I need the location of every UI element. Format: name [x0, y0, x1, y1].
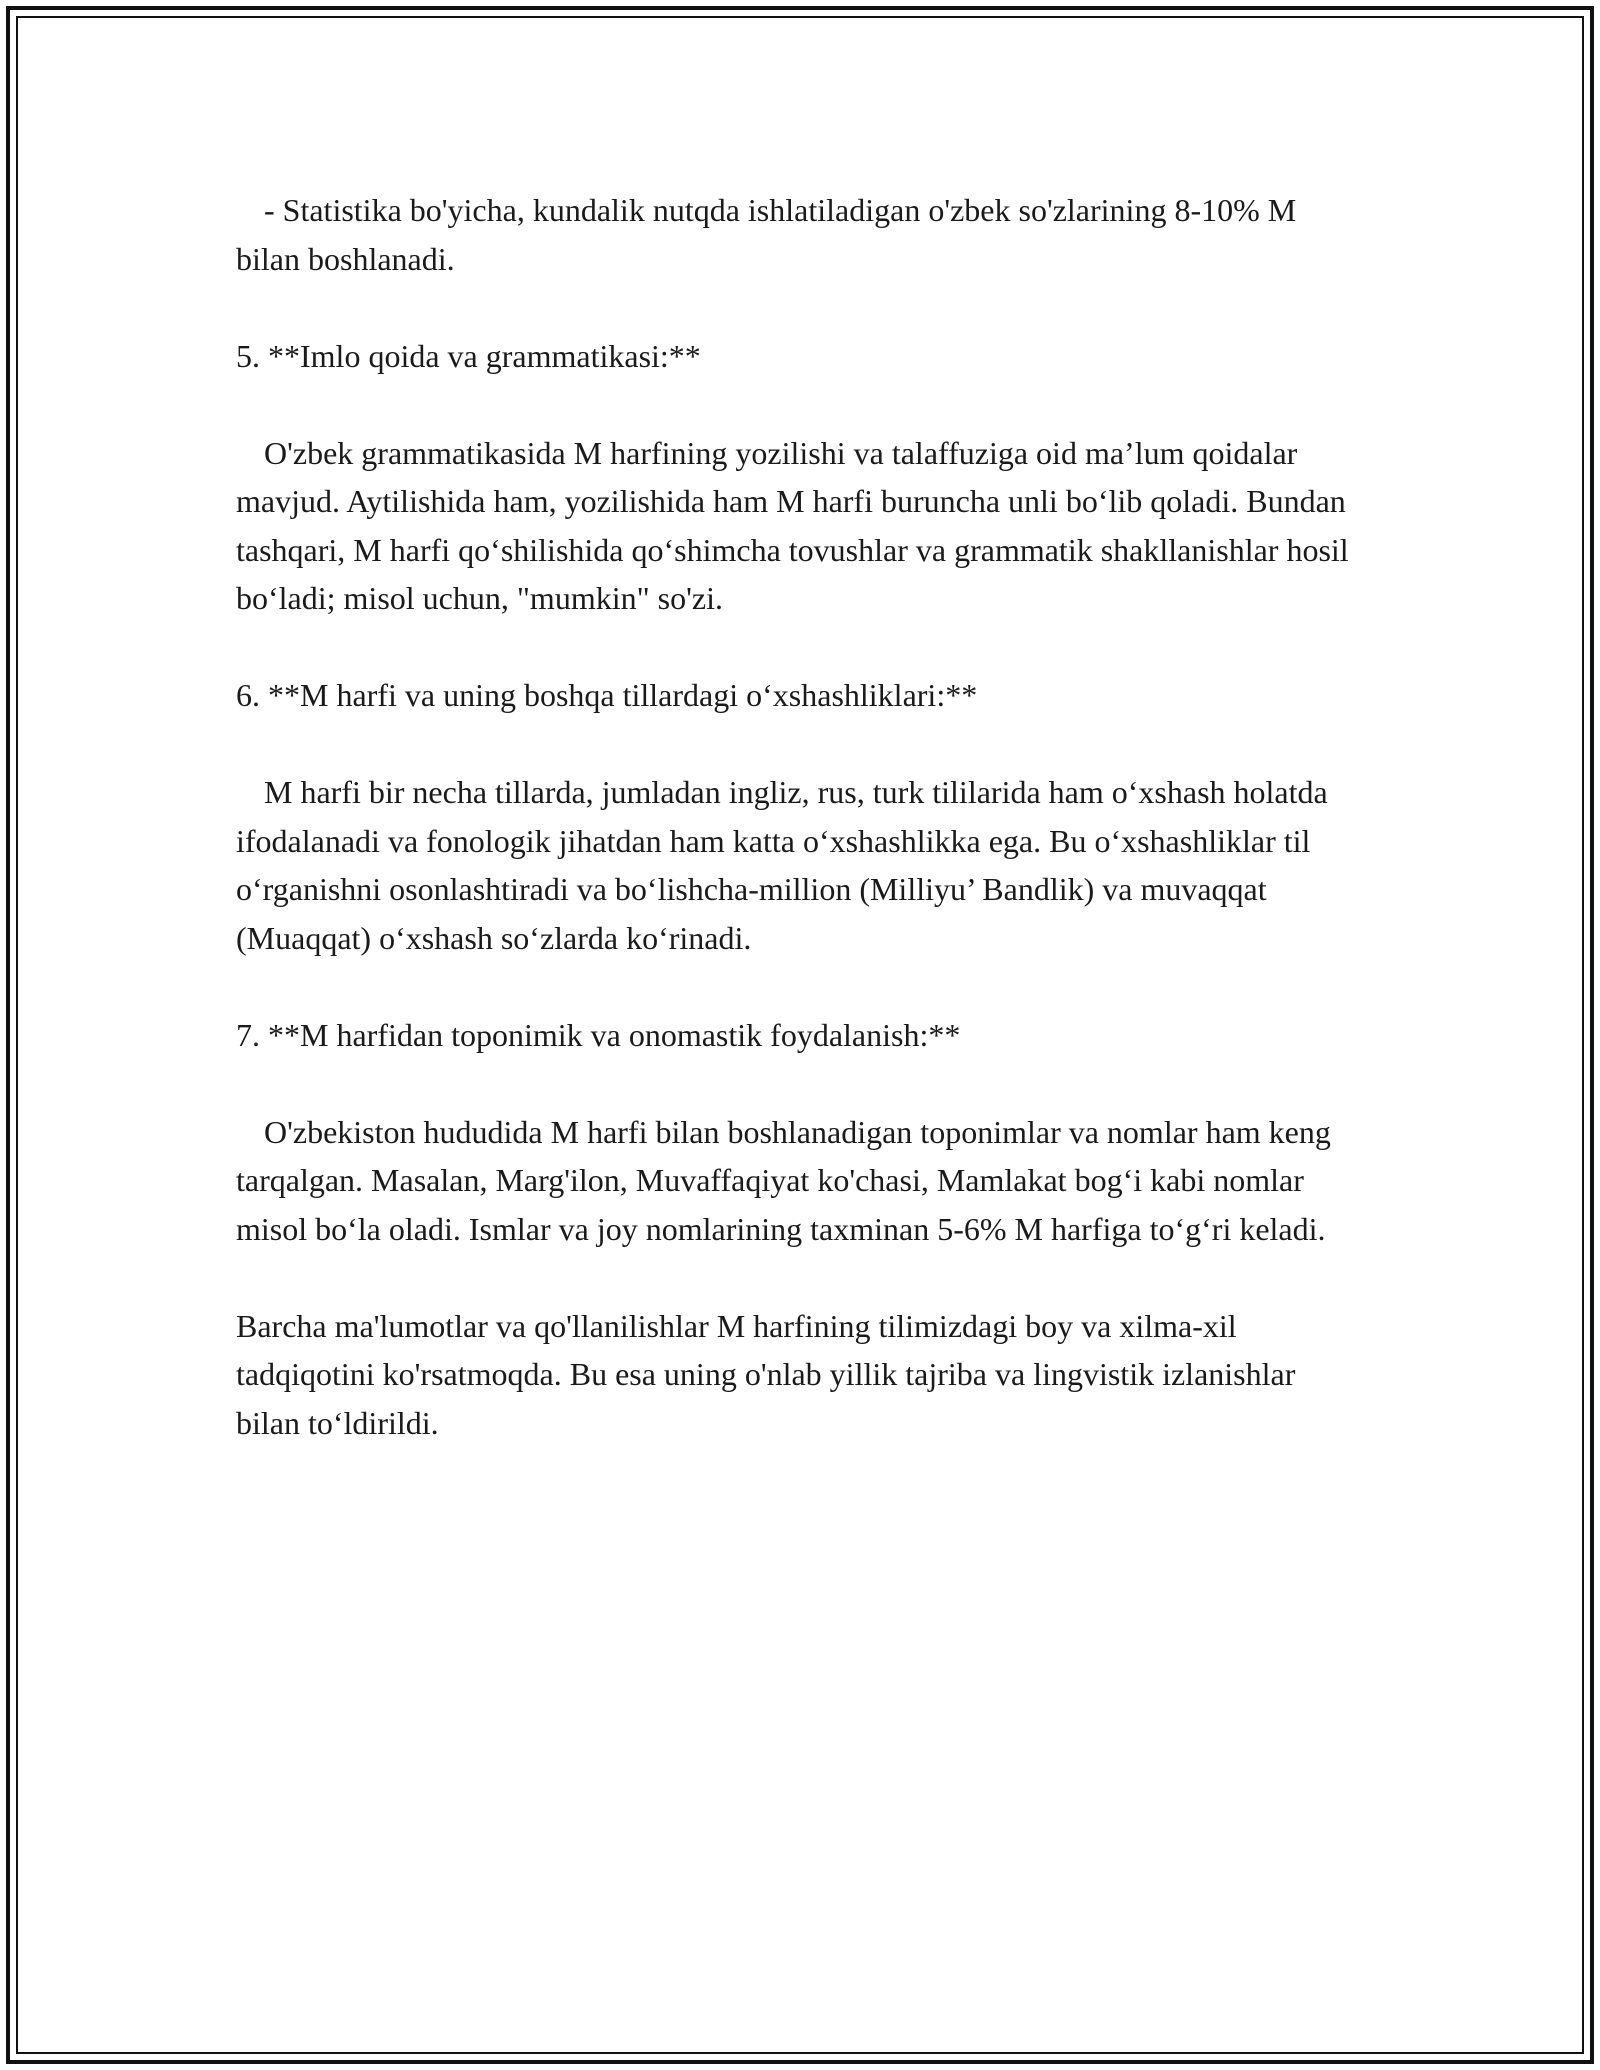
document-body [236, 186, 1366, 1496]
heading-toponymic: 7. **M harfidan toponimik va onomastik foydalanish:** [236, 1016, 961, 1053]
paragraph-similarities: M harfi bir necha tillarda, jumladan ingliz, rus, turk tililarida ham o‘xshash holatda ifodalanadi va fonologik jihatdan ham katta o‘xshashlikka ega. Bu o‘xshashliklar til o‘rganishni osonlashtiradi va bo‘lishcha-million (Milliyu’ Bandlik) va muvaqqat (Muaqqat) o‘xshash so‘zlarda ko‘rinadi. [236, 774, 1328, 956]
paragraph-statistics: - Statistika bo'yicha, kundalik nutqda ishlatiladigan o'zbek so'zlarining 8-10% M bilan boshlanadi. [236, 192, 1297, 277]
heading-other-languages: 6. **M harfi va uning boshqa tillardagi o‘xshashliklari:** [236, 677, 978, 713]
paragraph-grammar: O'zbek grammatikasida M harfining yozilishi va talaffuziga oid ma’lum qoidalar mavjud. Aytilishida ham, yozilishida ham M harfi buruncha unli bo‘lib qoladi. Bundan tashqari, M harfi qo‘shilishida qo‘shimcha tovushlar va grammatik shakllanishlar hosil bo‘ladi; misol uchun, "mumkin" so'zi. [236, 434, 1349, 616]
heading-imlo-qoida: 5. **Imlo qoida va grammatikasi:** [236, 337, 701, 374]
paragraph-conclusion: Barcha ma'lumotlar va qo'llanilishlar M harfining tilimizdagi boy va xilma-xil tadqiqotini ko'rsatmoqda. Bu esa uning o'nlab yillik tajriba va lingvistik izlanishlar bilan to‘ldirildi. [236, 1307, 1296, 1441]
paragraph-toponyms: O'zbekiston hududida M harfi bilan boshlanadigan toponimlar va nomlar ham keng tarqalgan. Masalan, Marg'ilon, Muvaffaqiyat ko'chasi, Mamlakat bog‘i kabi nomlar misol bo‘la oladi. Ismlar va joy nomlarining taxminan 5-6% M harfiga to‘g‘ri keladi. [236, 1113, 1331, 1247]
